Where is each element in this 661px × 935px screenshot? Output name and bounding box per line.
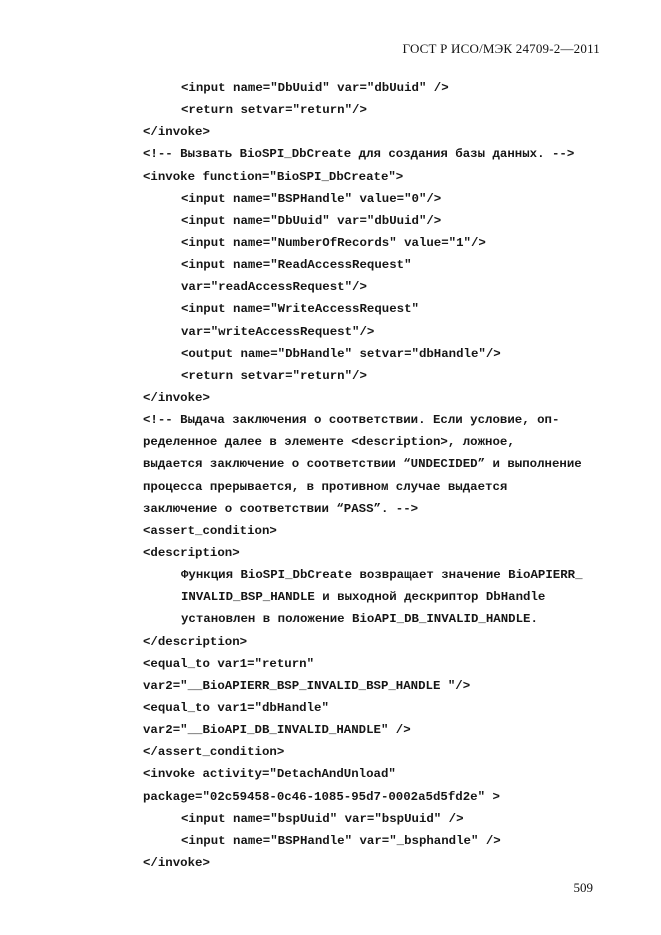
code-line: </invoke> (143, 125, 210, 140)
code-line: <equal_to var1="return" (143, 656, 315, 671)
page-header (403, 41, 600, 57)
code-line: <equal_to var1="dbHandle" (143, 700, 329, 715)
code-line: <input name="BSPHandle" var="_bsphandle" /> (181, 833, 501, 848)
code-line: <description> (143, 545, 240, 560)
code-line: Функция BioSPI_DbCreate возвращает значение BioAPIERR_ (181, 568, 583, 583)
code-line: <invoke activity="DetachAndUnload" (143, 767, 396, 782)
code-line: <input name="bspUuid" var="bspUuid" /> (181, 811, 464, 826)
code-line: <return setvar="return"/> (181, 368, 367, 383)
standard-designation: ГОСТ Р ИСО/МЭК 24709-2—2011 (402, 41, 600, 56)
code-listing (0, 77, 661, 874)
code-line: var2="__BioAPIERR_BSP_INVALID_BSP_HANDLE "/> (143, 678, 471, 693)
code-line: var="readAccessRequest"/> (181, 280, 367, 295)
code-line: ределенное далее в элементе <description>, ложное, (143, 435, 515, 450)
code-line: <input name="DbUuid" var="dbUuid" /> (181, 81, 449, 95)
code-line: INVALID_BSP_HANDLE и выходной дескриптор DbHandle (181, 590, 546, 605)
code-line: заключение о соответствии “PASS”. --> (143, 501, 419, 516)
code-line: <input name="BSPHandle" value="0"/> (181, 191, 442, 206)
code-line: <return setvar="return"/> (181, 103, 367, 118)
code-line: <input name="WriteAccessRequest" (181, 302, 419, 317)
code-line: <!-- Вызвать BioSPI_DbCreate для создания базы данных. --> (143, 147, 575, 162)
page-footer (574, 880, 594, 896)
code-line: <!-- Выдача заключения о соответствии. Если условие, оп- (143, 413, 560, 428)
code-line: var2="__BioAPI_DB_INVALID_HANDLE" /> (143, 723, 411, 738)
code-line: установлен в положение BioAPI_DB_INVALID_HANDLE. (181, 612, 538, 627)
code-line: <invoke function="BioSPI_DbCreate"> (143, 169, 404, 184)
code-line: </description> (143, 634, 248, 649)
code-line: <input name="DbUuid" var="dbUuid"/> (181, 213, 442, 228)
code-line: </invoke> (143, 390, 210, 405)
code-line: </invoke> (143, 855, 210, 870)
code-line: <assert_condition> (143, 523, 277, 538)
code-line: выдается заключение о соответствии “UNDECIDED” и выполнение (143, 457, 582, 472)
code-line: <input name="ReadAccessRequest" (181, 258, 412, 273)
code-line: </assert_condition> (143, 745, 285, 760)
code-line: <output name="DbHandle" setvar="dbHandle"/> (181, 346, 501, 361)
code-line: процесса прерывается, в противном случае выдается (143, 479, 508, 494)
code-line: <input name="NumberOfRecords" value="1"/> (181, 235, 486, 250)
page-number: 509 (573, 880, 593, 895)
code-line: var="writeAccessRequest"/> (181, 324, 375, 339)
code-line: package="02c59458-0c46-1085-95d7-0002a5d5fd2e" > (143, 789, 500, 804)
